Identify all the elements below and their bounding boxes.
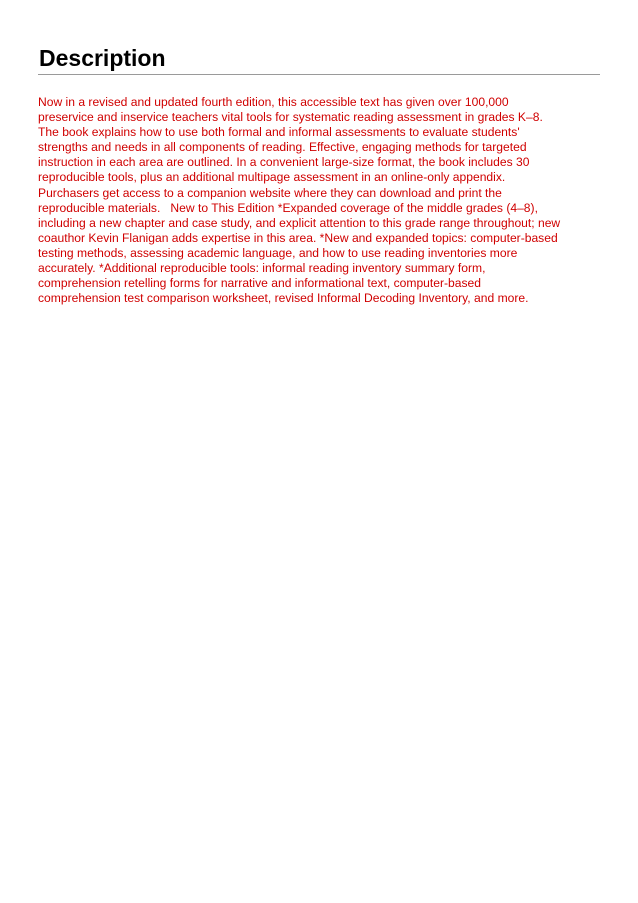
description-text: Now in a revised and updated fourth edition, this accessible text has given over 100,000 preservice and inservice teachers vital tools for systematic reading assessment in grades K–8. The book explains how to use both formal and informal assessments to evaluate students' strengths and needs in all components of reading. Effective, engaging methods for targeted instruction in each area are outlined. In a convenient large-size format, the book includes 30 reproducible tools, plus an additional multipage assessment in an online-only appendix. Purchasers get access to a companion website where they can download and print the reproducible materials. New to This Edition *Expanded coverage of the middle grades (4–8), including a new chapter and case study, and explicit attention to this grade range throughout; new coauthor Kevin Flanigan adds expertise in this area. *New and expanded topics: computer-based testing methods, assessing academic language, and how to use reading inventories more accurately. *Additional reproducible tools: informal reading inventory summary form, comprehension retelling forms for narrative and informational text, computer-based comprehension test comparison worksheet, revised Informal Decoding Inventory, and more. [38,95,561,306]
document-page [38,44,600,306]
heading-divider [38,74,600,75]
section-heading: Description [39,45,166,71]
